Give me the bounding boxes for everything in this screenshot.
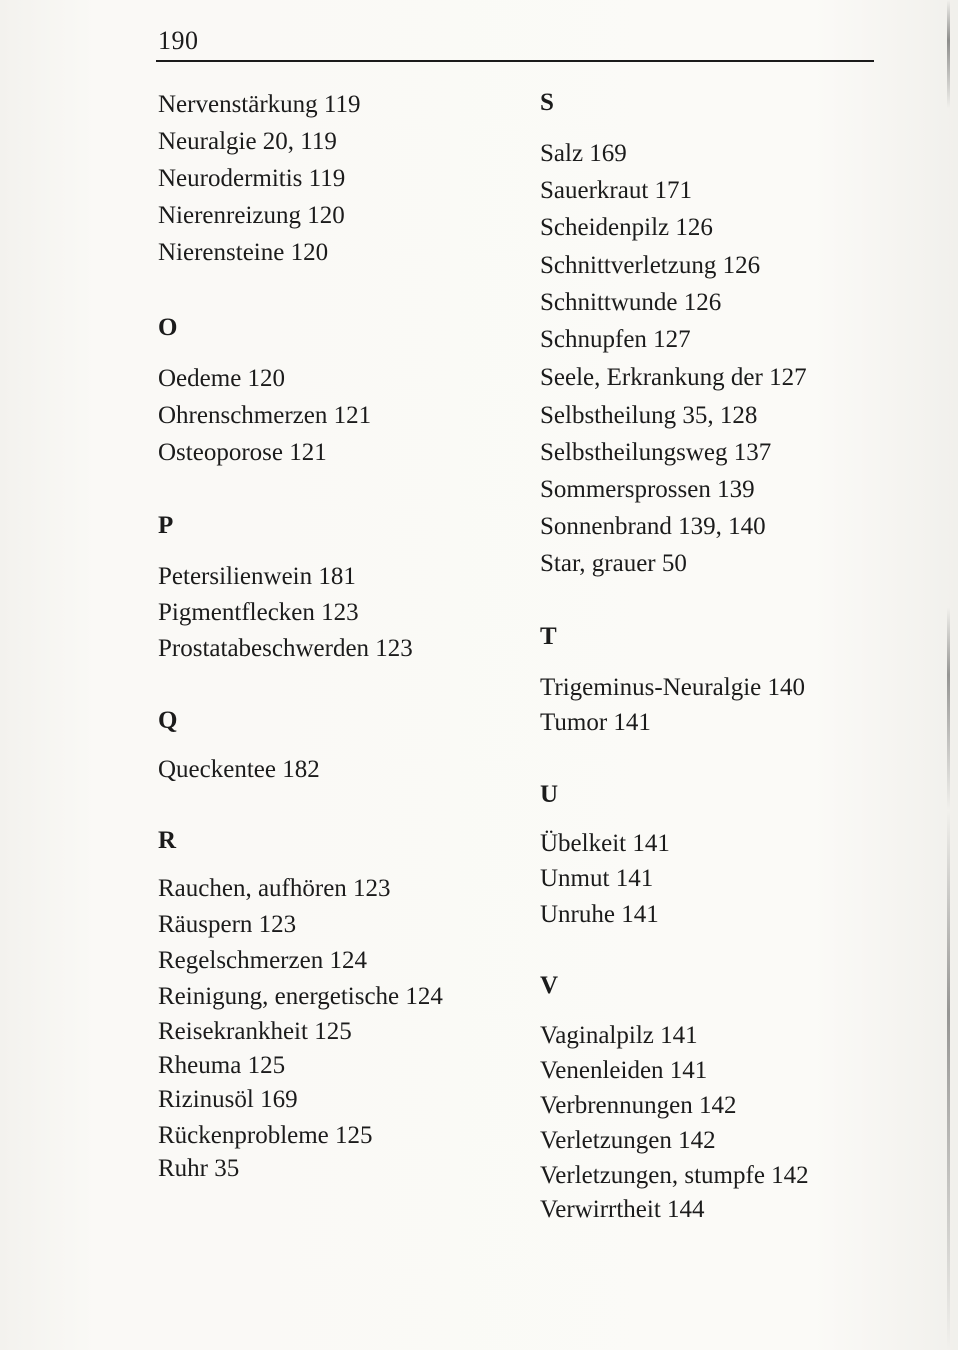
index-entry: Verwirrtheit 144 xyxy=(540,1196,705,1223)
index-entry: Unruhe 141 xyxy=(540,901,659,928)
index-entry: Petersilienwein 181 xyxy=(158,563,356,590)
index-entry: Schnittverletzung 126 xyxy=(540,252,761,279)
index-section-letter: S xyxy=(540,89,554,116)
index-entry: Venenleiden 141 xyxy=(540,1057,708,1084)
index-entry: Unmut 141 xyxy=(540,865,654,892)
index-section-letter: V xyxy=(540,972,559,999)
index-entry: Sommersprossen 139 xyxy=(540,476,755,503)
index-entry: Osteoporose 121 xyxy=(158,439,327,466)
index-section-letter: U xyxy=(540,781,559,808)
index-section-letter: O xyxy=(158,314,178,341)
index-entry: Schnittwunde 126 xyxy=(540,289,722,316)
index-entry: Schnupfen 127 xyxy=(540,326,691,353)
index-entry: Neuralgie 20, 119 xyxy=(158,128,337,155)
index-entry: Verbrennungen 142 xyxy=(540,1092,737,1119)
index-entry: Räuspern 123 xyxy=(158,911,297,938)
index-section-letter: P xyxy=(158,512,174,539)
index-entry: Verletzungen, stumpfe 142 xyxy=(540,1162,809,1189)
index-section-letter: T xyxy=(540,623,557,650)
index-entry: Seele, Erkrankung der 127 xyxy=(540,364,807,391)
index-entry: Oedeme 120 xyxy=(158,365,286,392)
index-entry: Sonnenbrand 139, 140 xyxy=(540,513,766,540)
index-entry: Neurodermitis 119 xyxy=(158,165,346,192)
page-edge-shadow xyxy=(947,0,950,1350)
index-entry: Star, grauer 50 xyxy=(540,550,687,577)
index-entry: Salz 169 xyxy=(540,140,627,167)
header-rule xyxy=(156,60,874,62)
index-entry: Rückenprobleme 125 xyxy=(158,1122,373,1149)
index-entry: Reisekrankheit 125 xyxy=(158,1018,352,1045)
index-entry: Nervenstärkung 119 xyxy=(158,91,361,118)
index-entry: Vaginalpilz 141 xyxy=(540,1022,698,1049)
index-entry: Ruhr 35 xyxy=(158,1155,240,1182)
index-entry: Reinigung, energetische 124 xyxy=(158,983,443,1010)
index-entry: Rheuma 125 xyxy=(158,1052,286,1079)
index-entry: Rauchen, aufhören 123 xyxy=(158,875,391,902)
index-entry: Prostatabeschwerden 123 xyxy=(158,635,413,662)
index-entry: Selbstheilungsweg 137 xyxy=(540,439,772,466)
index-entry: Tumor 141 xyxy=(540,709,651,736)
index-entry: Übelkeit 141 xyxy=(540,830,670,857)
index-entry: Trigeminus-Neuralgie 140 xyxy=(540,674,806,701)
index-entry: Nierensteine 120 xyxy=(158,239,329,266)
index-entry: Sauerkraut 171 xyxy=(540,177,693,204)
index-entry: Regelschmerzen 124 xyxy=(158,947,367,974)
index-entry: Selbstheilung 35, 128 xyxy=(540,402,758,429)
page-number: 190 xyxy=(158,26,199,55)
index-entry: Ohrenschmerzen 121 xyxy=(158,402,372,429)
index-entry: Nierenreizung 120 xyxy=(158,202,345,229)
index-entry: Verletzungen 142 xyxy=(540,1127,716,1154)
index-entry: Pigmentflecken 123 xyxy=(158,599,359,626)
index-entry: Queckentee 182 xyxy=(158,756,320,783)
index-entry: Rizinusöl 169 xyxy=(158,1086,298,1113)
index-section-letter: Q xyxy=(158,707,178,734)
index-section-letter: R xyxy=(158,827,177,854)
index-entry: Scheidenpilz 126 xyxy=(540,214,713,241)
